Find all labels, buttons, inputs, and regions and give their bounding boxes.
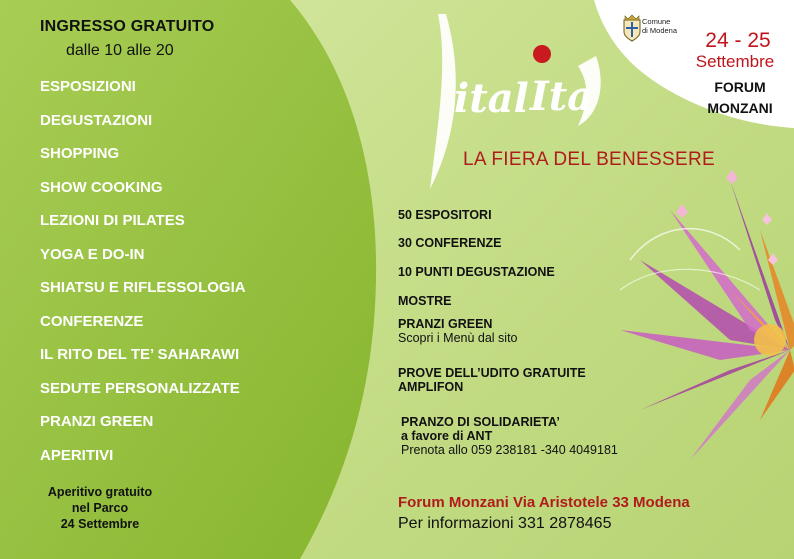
activity-item: APERITIVI xyxy=(40,446,114,464)
fair-subtitle: LA FIERA DEL BENESSERE xyxy=(463,149,715,170)
aperitivo-line-2: nel Parco xyxy=(71,501,129,515)
venue-title xyxy=(690,77,790,119)
info-phone: Per informazioni 331 2878465 xyxy=(398,515,612,532)
svg-text:ital: ital xyxy=(454,75,529,122)
activity-item: PRANZI GREEN xyxy=(40,413,154,430)
activity-item: SHIATSU E RIFLESSOLOGIA xyxy=(40,279,246,296)
feature-solidarity-lunch xyxy=(401,415,618,457)
aperitivo-line-1: Aperitivo gratuito xyxy=(47,485,153,499)
feature-solidarity-booking: Prenota allo 059 238181 -340 4049181 xyxy=(401,443,618,457)
venue-address: Forum Monzani Via Aristotele 33 Modena xyxy=(398,494,690,511)
feature-hearing-line-1: PROVE DELL’UDITO GRATUITE xyxy=(398,366,586,380)
feature-expositors xyxy=(398,208,492,222)
comune-line-2: di Modena xyxy=(642,26,678,35)
svg-text:Ita: Ita xyxy=(530,73,594,120)
event-month: Settembre xyxy=(695,52,775,71)
feature-solidarity-line-1: PRANZO DI SOLIDARIETA’ xyxy=(401,415,560,429)
activities-list xyxy=(40,77,246,479)
feature-green-lunch-label: PRANZI GREEN xyxy=(398,317,493,331)
left-column xyxy=(0,0,380,559)
opening-hours: dalle 10 alle 20 xyxy=(66,42,174,59)
event-dates: 24 - 25 xyxy=(705,29,771,52)
activity-item: ESPOSIZIONI xyxy=(40,78,136,95)
comune-label xyxy=(642,17,677,35)
feature-solidarity-line-2: a favore di ANT xyxy=(401,429,493,443)
feature-conferences-label: 30 CONFERENZE xyxy=(398,236,502,250)
entry-title: INGRESSO GRATUITO xyxy=(40,18,215,35)
activity-item: DEGUSTAZIONI xyxy=(40,111,153,129)
feature-tasting xyxy=(398,265,555,279)
activity-item: IL RITO DEL TE’ SAHARAWI xyxy=(40,346,240,363)
activity-item: LEZIONI DI PILATES xyxy=(40,212,185,229)
activity-item: SEDUTE PERSONALIZZATE xyxy=(40,379,240,397)
feature-expositors-label: 50 ESPOSITORI xyxy=(398,208,492,222)
venue-line-1: FORUM xyxy=(714,79,766,95)
activity-item: SHOW COOKING xyxy=(40,178,163,196)
aperitivo-line-3: 24 Settembre xyxy=(60,517,140,531)
feature-hearing-test xyxy=(398,366,586,394)
feature-hearing-line-2: AMPLIFON xyxy=(398,380,464,394)
feature-green-lunch xyxy=(398,317,518,345)
comune-crest-icon xyxy=(622,14,642,42)
feature-tasting-label: 10 PUNTI DEGUSTAZIONE xyxy=(398,265,555,279)
feature-green-lunch-sub: Scopri i Menù dal sito xyxy=(398,331,518,345)
activity-item: CONFERENZE xyxy=(40,312,144,330)
flower-decoration xyxy=(600,150,794,480)
aperitivo-note xyxy=(30,484,170,532)
feature-exhibitions-label: MOSTRE xyxy=(398,294,452,308)
activity-item: YOGA E DO-IN xyxy=(40,245,145,263)
feature-conferences xyxy=(398,236,502,250)
feature-exhibitions xyxy=(398,294,451,308)
venue-line-2: MONZANI xyxy=(707,100,773,116)
activity-item: SHOPPING xyxy=(40,145,120,162)
comune-line-1: Comune xyxy=(642,17,671,26)
